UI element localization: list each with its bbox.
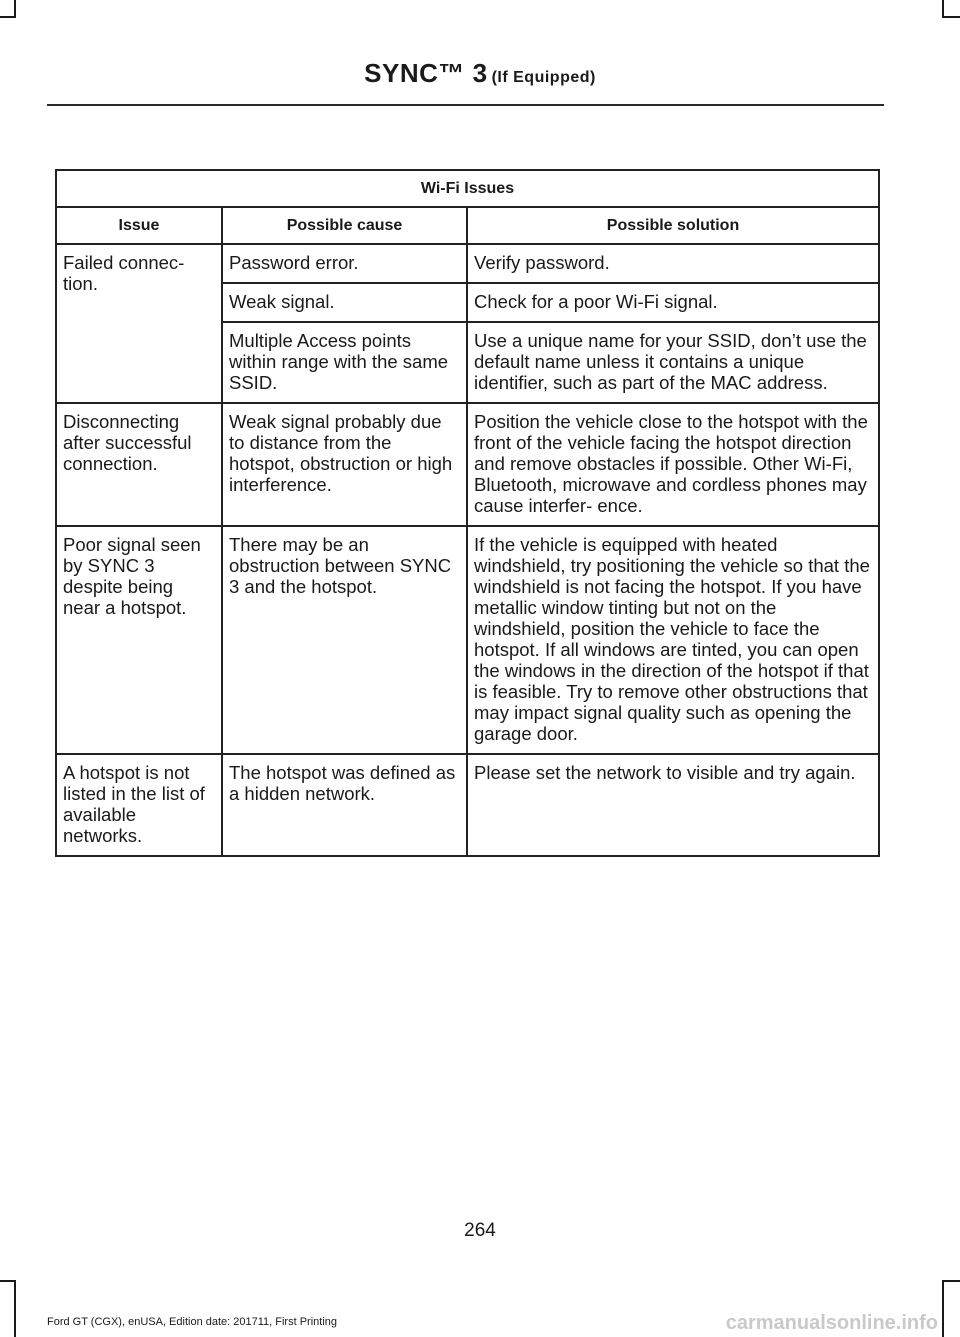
issue-cell: Failed connec- tion. <box>56 244 222 403</box>
column-header-possible-cause: Possible cause <box>222 207 467 244</box>
solution-cell: Use a unique name for your SSID, don’t use the default name unless it contains a unique identifier, such as part of the MAC address. <box>467 322 879 403</box>
solution-cell: Check for a poor Wi-Fi signal. <box>467 283 879 322</box>
page-header <box>0 58 960 89</box>
cause-cell: Weak signal. <box>222 283 467 322</box>
table-row <box>56 526 879 754</box>
issue-cell: Disconnecting after successful connection. <box>56 403 222 526</box>
crop-mark-bottom-left-h <box>0 1280 16 1282</box>
footer-edition-info: Ford GT (CGX), enUSA, Edition date: 201711, First Printing <box>47 1316 337 1328</box>
table-row <box>56 754 879 856</box>
solution-cell: Please set the network to visible and try again. <box>467 754 879 856</box>
header-title: SYNC™ 3 <box>364 58 488 88</box>
issue-cell: Poor signal seen by SYNC 3 despite being near a hotspot. <box>56 526 222 754</box>
column-header-possible-solution: Possible solution <box>467 207 879 244</box>
wifi-issues-table <box>55 169 880 857</box>
crop-mark-bottom-right <box>942 1280 944 1337</box>
table-title: Wi-Fi Issues <box>56 170 879 207</box>
cause-cell: Password error. <box>222 244 467 283</box>
issue-cell: A hotspot is not listed in the list of available networks. <box>56 754 222 856</box>
header-subtitle: (If Equipped) <box>491 69 596 86</box>
page-number: 264 <box>464 1220 496 1241</box>
table-row <box>56 244 879 283</box>
crop-mark-bottom-left <box>14 1280 16 1337</box>
watermark: carmanualsonline.info <box>725 1312 938 1334</box>
solution-cell: If the vehicle is equipped with heated windshield, try positioning the vehicle so that the windshield is not facing the hotspot. If you have metallic window tinting but not on the windshield, position the vehicle to face the hotspot. If all windows are tinted, you can open the windows in the direction of the hotspot if that is feasible. Try to remove other obstructions that may impact signal quality such as opening the garage door. <box>467 526 879 754</box>
crop-mark-top-left-h <box>0 16 16 18</box>
cause-cell: Weak signal probably due to distance from the hotspot, obstruction or high interference. <box>222 403 467 526</box>
crop-mark-bottom-right-h <box>942 1280 960 1282</box>
cause-cell: Multiple Access points within range with the same SSID. <box>222 322 467 403</box>
solution-cell: Position the vehicle close to the hotspot with the front of the vehicle facing the hotspot direction and remove obstacles if possible. Other Wi-Fi, Bluetooth, microwave and cordless phones may cause interfer- ence. <box>467 403 879 526</box>
table-row <box>56 403 879 526</box>
column-header-issue: Issue <box>56 207 222 244</box>
header-divider <box>47 104 884 106</box>
cause-cell: The hotspot was defined as a hidden network. <box>222 754 467 856</box>
solution-cell: Verify password. <box>467 244 879 283</box>
crop-mark-top-right-h <box>942 16 960 18</box>
cause-cell: There may be an obstruction between SYNC 3 and the hotspot. <box>222 526 467 754</box>
